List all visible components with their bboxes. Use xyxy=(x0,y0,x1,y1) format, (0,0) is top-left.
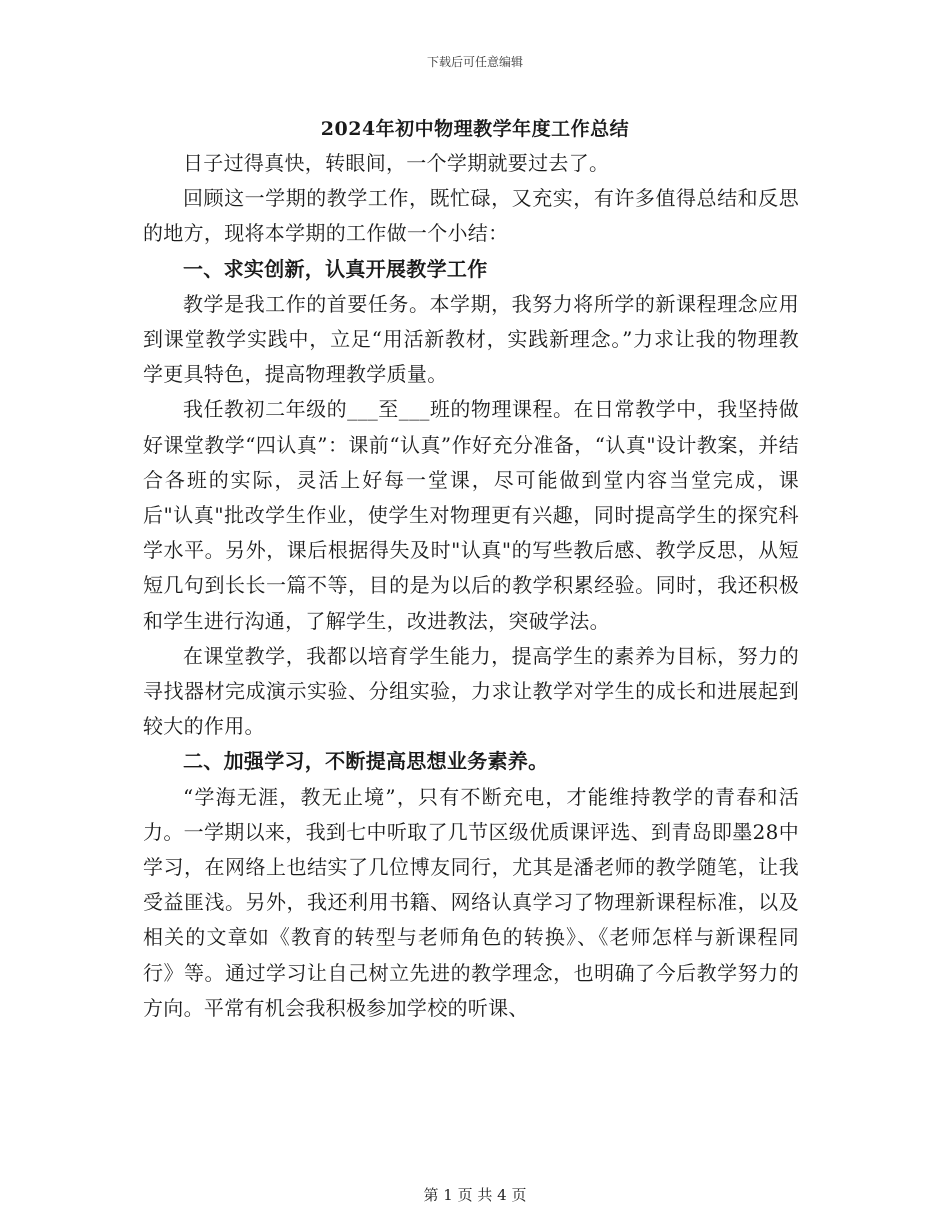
page-number-footer: 第 1 页 共 4 页 xyxy=(423,1186,527,1204)
paragraph-teaching-task: 教学是我工作的首要任务。本学期，我努力将所学的新课程理念应用到课堂教学实践中，立足“用活新教材，实践新理念。”力求让我的物理教学更具特色，提高物理教学质量。 xyxy=(143,291,799,387)
paragraph-learning: “学海无涯，教无止境”，只有不断充电，才能维持教学的青春和活力。一学期以来，我到七中听取了几节区级优质课评选、到青岛即墨28中学习，在网络上也结实了几位博友同行，尤其是潘老师的教学随笔，让我受益匪浅。另外，我还利用书籍、网络认真学习了物理新课程标准，以及相关的文章如《教育的转型与老师角色的转换》、《老师怎样与新课程同行》等。通过学习让自己树立先进的教学理念，也明确了今后教学努力的方向。平常有机会我积极参加学校的听课、 xyxy=(143,784,799,1020)
page-header-note: 下载后可任意编辑 xyxy=(426,55,523,69)
section-heading-2: 二、加强学习，不断提高思想业务素养。 xyxy=(183,749,549,774)
document-body xyxy=(143,146,799,1026)
paragraph-intro: 日子过得真快，转眼间，一个学期就要过去了。 xyxy=(183,151,610,175)
paragraph-review: 回顾这一学期的教学工作，既忙碌，又充实，有许多值得总结和反思的地方，现将本学期的工作做一个小结： xyxy=(143,186,799,246)
section-heading-1: 一、求实创新，认真开展教学工作 xyxy=(183,256,488,281)
document-title: 2024年初中物理教学年度工作总结 xyxy=(320,118,630,140)
paragraph-classroom: 在课堂教学，我都以培育学生能力，提高学生的素养为目标，努力的寻找器材完成演示实验、分组实验，力求让教学对学生的成长和进展起到较大的作用。 xyxy=(143,643,799,739)
paragraph-four-serious: 我任教初二年级的___至___班的物理课程。在日常教学中，我坚持做好课堂教学“四认真”：课前“认真”作好充分准备，“认真"设计教案，并结合各班的实际，灵活上好每一堂课，尽可能做到堂内容当堂完成，课后"认真"批改学生作业，使学生对物理更有兴趣，同时提高学生的探究科学水平。另外，课后根据得失及时"认真"的写些教后感、教学反思，从短短几句到长长一篇不等，目的是为以后的教学积累经验。同时，我还积极和学生进行沟通，了解学生，改进教法，突破学法。 xyxy=(143,397,799,633)
